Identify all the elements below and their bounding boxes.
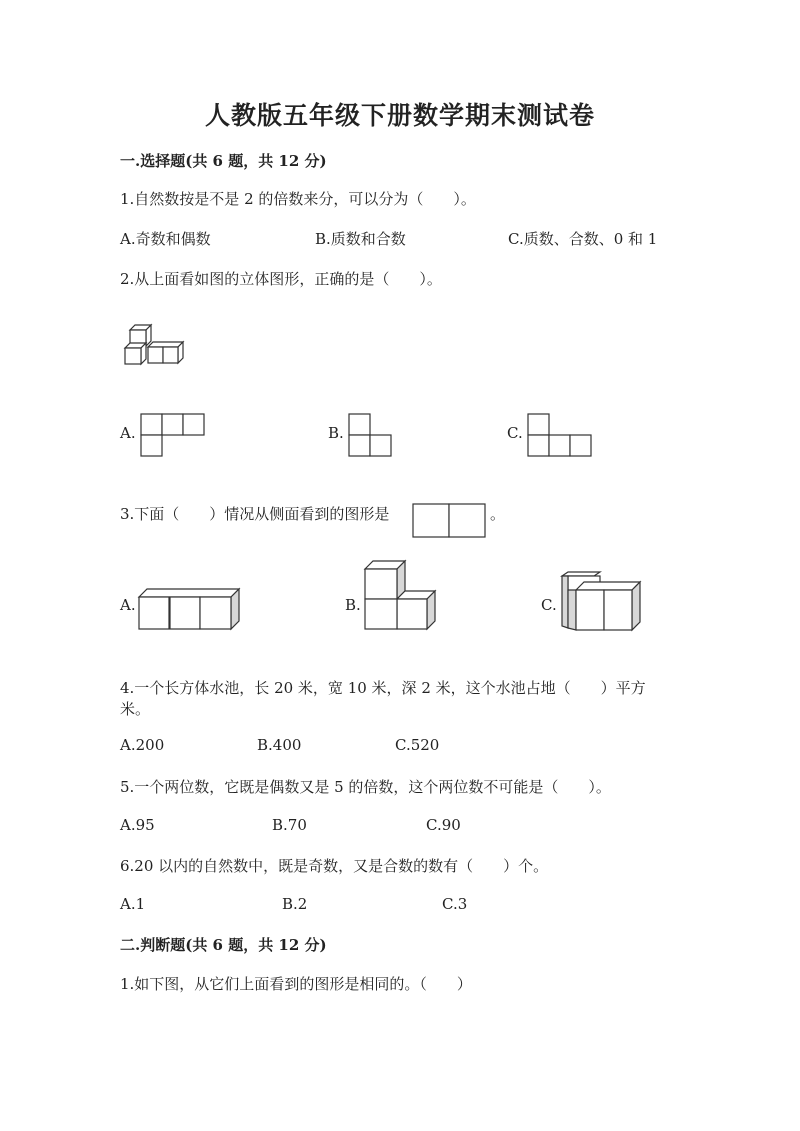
question-2: 2.从上面看如图的立体图形，正确的是（ ）。 <box>120 270 442 288</box>
q2-option-a[interactable]: A. <box>120 424 136 442</box>
q3-option-c[interactable]: C. <box>541 596 557 614</box>
q2-option-b[interactable]: B. <box>328 424 344 442</box>
q5-option-c[interactable]: C.90 <box>426 816 461 834</box>
q4-option-a[interactable]: A.200 <box>120 736 165 754</box>
q2-option-c-figure <box>527 413 593 459</box>
question-3-end: 。 <box>490 505 506 523</box>
q1-option-a[interactable]: A.奇数和偶数 <box>120 230 211 248</box>
q5-option-b[interactable]: B.70 <box>272 816 307 834</box>
q4-option-c[interactable]: C.520 <box>395 736 440 754</box>
q3-option-b-figure <box>363 559 439 633</box>
question-4-line-2: 米。 <box>120 700 151 718</box>
q3-target-figure <box>412 503 488 539</box>
section-heading: 二.判断题(共 6 题，共 12 分) <box>120 936 327 954</box>
q2-solid-figure <box>122 322 192 370</box>
q6-option-c[interactable]: C.3 <box>442 895 468 913</box>
q1-option-c[interactable]: C.质数、合数、0 和 1 <box>508 230 658 248</box>
q4-option-b[interactable]: B.400 <box>257 736 302 754</box>
question-6: 6.20 以内的自然数中，既是奇数，又是合数的数有（ ）个。 <box>120 857 549 875</box>
q2-option-a-figure <box>140 413 206 459</box>
question-1: 1.自然数按是不是 2 的倍数来分，可以分为（ ）。 <box>120 190 476 208</box>
section-heading: 一.选择题(共 6 题，共 12 分) <box>120 152 327 170</box>
q1-option-b[interactable]: B.质数和合数 <box>315 230 406 248</box>
question-4-line-1: 4.一个长方体水池，长 20 米，宽 10 米，深 2 米，这个水池占地（ ）平方 <box>120 679 646 697</box>
q3-option-a-figure <box>137 585 243 633</box>
q6-option-b[interactable]: B.2 <box>282 895 308 913</box>
q2-option-b-figure <box>348 413 394 459</box>
question-5: 5.一个两位数，它既是偶数又是 5 的倍数，这个两位数不可能是（ ）。 <box>120 778 611 796</box>
q2-option-c[interactable]: C. <box>507 424 523 442</box>
q3-option-c-figure <box>558 570 644 634</box>
q5-option-a[interactable]: A.95 <box>120 816 155 834</box>
question-3: 3.下面（ ）情况从侧面看到的图形是 <box>120 505 390 523</box>
q3-option-b[interactable]: B. <box>345 596 361 614</box>
q6-option-a[interactable]: A.1 <box>120 895 146 913</box>
page-title: 人教版五年级下册数学期末测试卷 <box>204 101 595 130</box>
q3-option-a[interactable]: A. <box>120 596 136 614</box>
judgment-question-1: 1.如下图，从它们上面看到的图形是相同的。（ ） <box>120 975 472 993</box>
